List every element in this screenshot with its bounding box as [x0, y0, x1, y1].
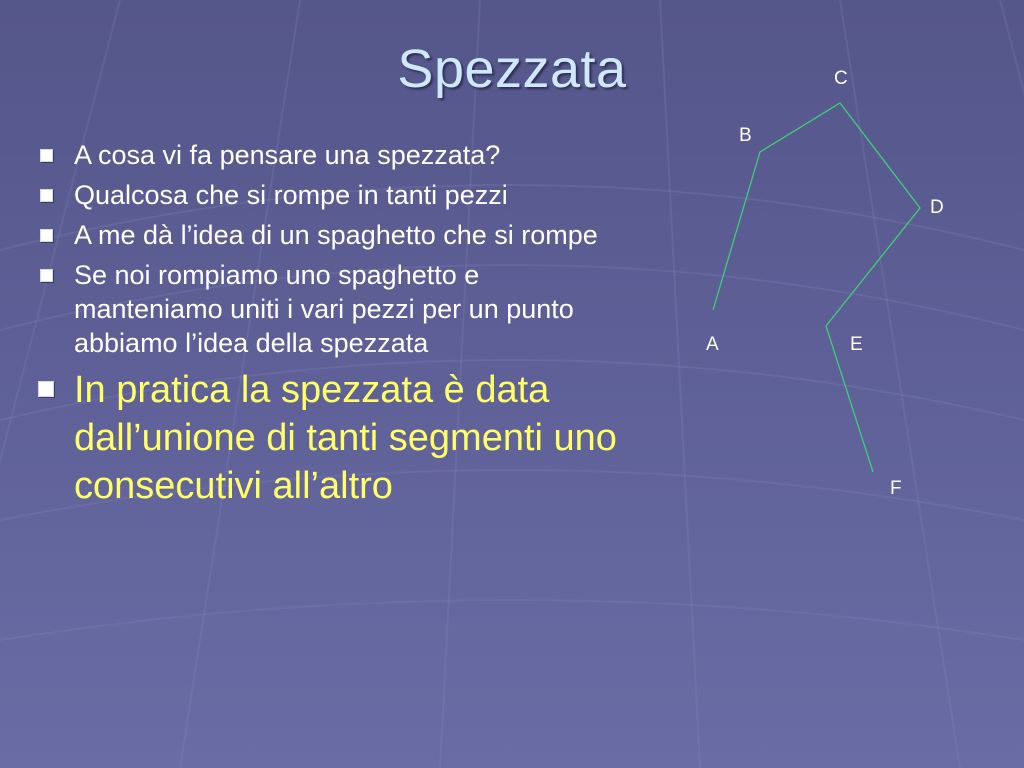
- polyline-segments: [713, 103, 920, 472]
- vertex-label-c: C: [834, 68, 848, 89]
- bullet-text: Qualcosa che si rompe in tanti pezzi: [74, 180, 508, 210]
- vertex-label-f: F: [890, 478, 902, 499]
- vertex-label-b: B: [739, 125, 752, 146]
- highlight-bullet-text: In pratica la spezzata è data dall’unione di tanti segmenti uno consecutivi all’altro: [74, 369, 617, 507]
- vertex-label-a: A: [706, 334, 719, 355]
- bullet-text: A me dà l’idea di un spaghetto che si rompe: [74, 220, 598, 250]
- bullet-text: A cosa vi fa pensare una spezzata?: [74, 140, 501, 170]
- vertex-label-d: D: [930, 197, 944, 218]
- vertex-label-e: E: [850, 334, 863, 355]
- bullet-text: Se noi rompiamo uno spaghetto e manteniamo uniti i vari pezzi per un punto abbiamo l’idea della spezzata: [74, 260, 574, 358]
- slide-title: Spezzata: [397, 39, 627, 99]
